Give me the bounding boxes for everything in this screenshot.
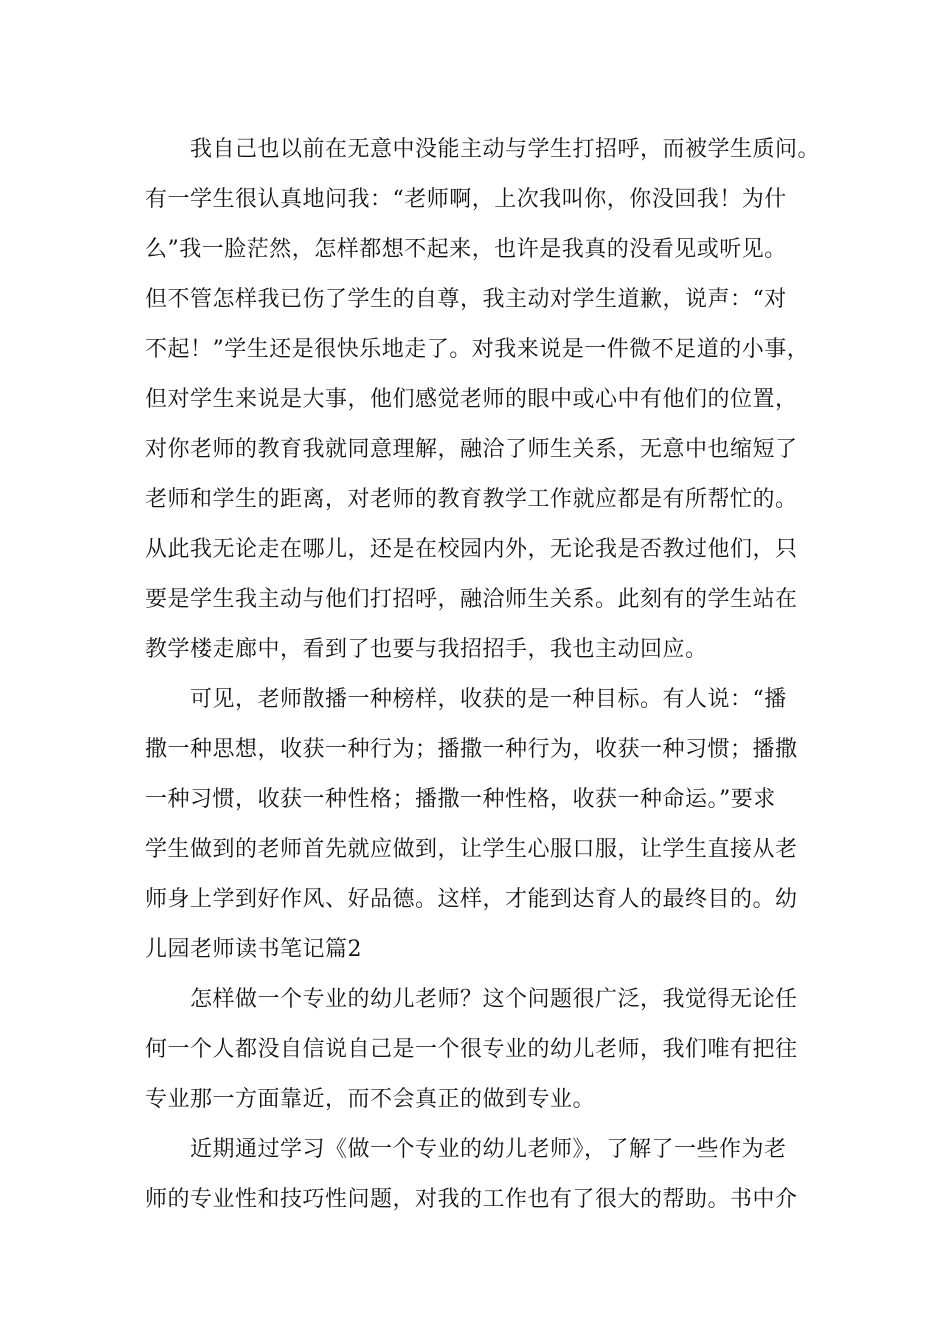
paragraph-line: 可见，老师散播一种榜样，收获的是一种目标。有人说：“播	[190, 687, 787, 712]
paragraph-line: 我自己也以前在无意中没能主动与学生打招呼，而被学生质问。	[190, 137, 821, 162]
paragraph-line: 从此我无论走在哪儿，还是在校园内外，无论我是否教过他们，只	[145, 537, 798, 562]
paragraph-line: 怎样做一个专业的幼儿老师？这个问题很广泛，我觉得无论任	[190, 987, 798, 1012]
paragraph-line: 老师和学生的距离，对老师的教育教学工作就应都是有所帮忙的。	[145, 487, 798, 512]
paragraph-line: 一种习惯，收获一种性格；播撒一种性格，收获一种命运。”要求	[145, 787, 776, 812]
paragraph-line: 师的专业性和技巧性问题，对我的工作也有了很大的帮助。书中介	[145, 1187, 798, 1212]
paragraph-line: 师身上学到好作风、好品德。这样，才能到达育人的最终目的。幼	[145, 887, 798, 912]
paragraph-line: 何一个人都没自信说自己是一个很专业的幼儿老师，我们唯有把往	[145, 1037, 798, 1062]
paragraph-line: 但不管怎样我已伤了学生的自尊，我主动对学生道歉，说声：“对	[145, 287, 787, 312]
paragraph-line: 么”我一脸茫然，怎样都想不起来，也许是我真的没看见或听见。	[145, 237, 787, 262]
paragraph-line: 对你老师的教育我就同意理解，融洽了师生关系，无意中也缩短了	[145, 437, 798, 462]
paragraph-line: 有一学生很认真地问我：“老师啊，上次我叫你，你没回我！为什	[145, 187, 787, 212]
paragraph-line: 近期通过学习《做一个专业的幼儿老师》，了解了一些作为老	[190, 1137, 787, 1162]
paragraph-line: 教学楼走廊中，看到了也要与我招招手，我也主动回应。	[145, 637, 708, 662]
paragraph-line: 要是学生我主动与他们打招呼，融洽师生关系。此刻有的学生站在	[145, 587, 798, 612]
paragraph-line: 专业那一方面靠近，而不会真正的做到专业。	[145, 1087, 596, 1112]
paragraph-line: 撒一种思想，收获一种行为；播撒一种行为，收获一种习惯；播撒	[145, 737, 798, 762]
paragraph-line: 不起！”学生还是很快乐地走了。对我来说是一件微不足道的小事，	[145, 337, 810, 362]
section-heading-line: 儿园老师读书笔记篇2	[145, 937, 362, 962]
paragraph-line: 学生做到的老师首先就应做到，让学生心服口服，让学生直接从老	[145, 837, 798, 862]
paragraph-line: 但对学生来说是大事，他们感觉老师的眼中或心中有他们的位置，	[145, 387, 798, 412]
